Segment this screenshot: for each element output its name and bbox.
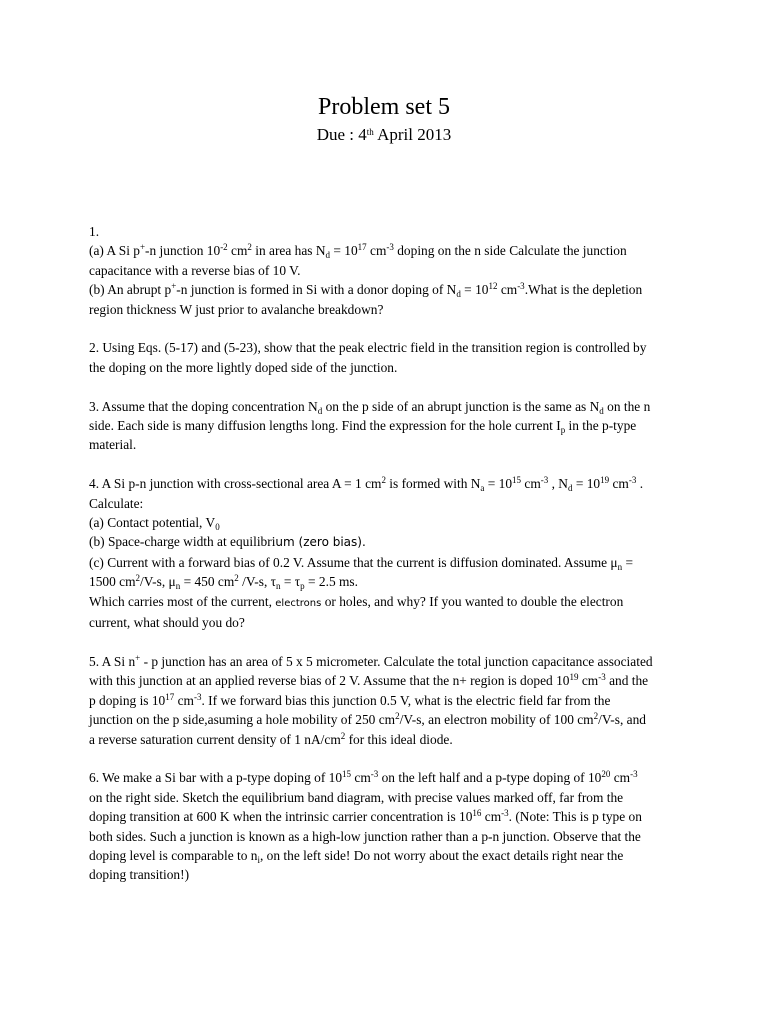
text-run: -n junction 10 [145, 243, 221, 259]
text-run: -3 [193, 691, 202, 702]
text-run: doping on the n side Calculate the junction [393, 243, 627, 259]
text-run: 2 [135, 573, 140, 584]
text-run: -3 [370, 769, 379, 780]
text-run: 17 [165, 691, 175, 702]
text-run: n [175, 581, 181, 592]
text-run: . [636, 476, 644, 492]
text-run: n [617, 561, 623, 572]
problem-6-line-1 [89, 768, 689, 787]
text-run: with this junction at an applied reverse bias of 2 V. Assume that the n+ region is doped 10 [89, 673, 570, 689]
text-run: cm [497, 282, 518, 298]
problem-2-line-1: 2. Using Eqs. (5-17) and (5-23), show that the peak electric field in the transition region is controlled by [89, 340, 647, 356]
text-run: for this ideal diode. [345, 731, 453, 747]
problem-6-line-2: on the right side. Sketch the equilibrium band diagram, with precise values marked off, far from the [89, 789, 624, 805]
page-title: Problem set 5 [318, 94, 450, 120]
problem-4-line-7 [89, 592, 689, 613]
text-run: on the left half and a p-type doping of 10 [378, 770, 602, 786]
text-run: 1500 cm [89, 574, 136, 590]
problem-6-line-3 [89, 807, 689, 826]
text-run: electrons [275, 597, 322, 609]
text-run: junction on the p side,asuming a hole mobility of 250 cm [89, 712, 396, 728]
text-run: + [139, 242, 146, 253]
text-run: , N [548, 476, 568, 492]
text-run: -3 [598, 672, 606, 683]
due-date [0, 124, 768, 146]
text-run: /V-s, τ [238, 574, 277, 590]
text-run: = τ [280, 574, 301, 590]
text-run: d [456, 289, 461, 300]
text-run: (a) Contact potential, V [89, 515, 216, 531]
text-run: in the p-type [565, 418, 637, 434]
text-run: 19 [600, 475, 610, 486]
text-run: cm [609, 476, 629, 492]
text-run: side. Each side is many diffusion lengths long. Find the expression for the hole current I [89, 418, 561, 434]
problem-2 [89, 338, 689, 377]
text-run: = [622, 554, 633, 570]
problem-3 [89, 397, 689, 455]
text-run: -n junction is formed in Si with a donor doping of N [176, 282, 457, 298]
text-run: + [135, 652, 141, 663]
text-run: cm [366, 243, 387, 259]
text-run: Which carries most of the current, [89, 593, 276, 609]
text-run: 2 [593, 711, 599, 722]
text-run: /V-s, μ [140, 574, 176, 590]
problem-6-line-5 [89, 846, 689, 865]
text-run: on the p side of an abrupt junction is the same as N [322, 398, 600, 414]
text-run: 12 [488, 281, 498, 292]
text-run: = 10 [484, 476, 513, 492]
problem-6 [89, 768, 689, 884]
problem-3-line-1 [89, 397, 689, 416]
text-run: in area has N [251, 243, 326, 259]
text-run: 0 [215, 522, 220, 533]
text-run: cm [578, 673, 599, 689]
text-run: April 2013 [373, 125, 452, 144]
problem-4-line-1 [89, 474, 689, 493]
text-run: 2 [395, 711, 400, 722]
text-run: and the [605, 673, 649, 689]
text-run: cm [521, 476, 541, 492]
problem-4-line-8: current, what should you do? [89, 615, 245, 631]
text-run: i [257, 854, 260, 865]
text-run: cm [227, 243, 248, 259]
problem-1a-line-1 [89, 241, 689, 260]
problem-1b-line-1 [89, 280, 689, 299]
problem-5-line-4 [89, 710, 689, 729]
text-run: d [325, 250, 331, 261]
text-run: 15 [512, 475, 522, 486]
text-run: 20 [601, 769, 611, 780]
text-run: 15 [342, 769, 352, 780]
text-run: th [366, 127, 374, 137]
text-run: cm [610, 770, 631, 786]
problem-4-line-2: Calculate: [89, 495, 144, 511]
text-run: 2 [381, 475, 386, 486]
text-run: p doping is 10 [89, 692, 166, 708]
text-run: = 2.5 ms. [304, 574, 358, 590]
text-run: -3 [628, 475, 637, 486]
text-run: -3 [386, 242, 394, 253]
text-run: a reverse saturation current density of 1 nA/cm [89, 731, 341, 747]
text-run: (a) A Si p [89, 243, 140, 259]
text-run: - p junction has an area of 5 x 5 micrometer. Calculate the total junction capacitance associated [140, 653, 653, 669]
text-run: on the n [603, 398, 651, 414]
text-run: p [560, 425, 566, 436]
problem-4-line-5 [89, 553, 689, 572]
problem-3-line-3: material. [89, 437, 137, 453]
text-run: cm [351, 770, 371, 786]
text-run: + [171, 281, 177, 292]
problem-1 [89, 222, 689, 319]
text-run: d [567, 483, 573, 494]
text-run: doping transition at 600 K when the intrinsic carrier concentration is 10 [89, 809, 473, 825]
text-run: /V-s, an electron mobility of 100 cm [399, 712, 594, 728]
text-run: . (Note: This is p type on [508, 809, 642, 825]
text-run: (b) An abrupt p [89, 282, 172, 298]
text-run: (b) Space-charge width at equilibri [89, 534, 276, 550]
text-run: n [276, 581, 281, 592]
text-run: 16 [472, 808, 482, 819]
problem-4 [89, 474, 689, 632]
text-run: or holes, and why? If you wanted to double the electron [321, 593, 624, 609]
text-run: , on the left side! Do not worry about the exact details right near the [259, 847, 624, 863]
text-run: -2 [220, 242, 228, 253]
text-run: 2 [340, 730, 346, 741]
text-run: 17 [357, 242, 367, 253]
problem-5-line-3 [89, 691, 689, 710]
text-run: .What is the depletion [524, 282, 643, 298]
text-run: = 450 cm [180, 574, 235, 590]
problem-5-line-5 [89, 730, 689, 749]
problem-5-line-1 [89, 652, 689, 671]
text-run: cm [481, 809, 502, 825]
text-run: -3 [501, 808, 509, 819]
text-run: a [480, 483, 485, 494]
problem-4-line-3 [89, 513, 689, 532]
text-run: 4. A Si p-n junction with cross-sectional area A = 1 cm [89, 476, 382, 492]
problem-1a-line-2: capacitance with a reverse bias of 10 V. [89, 262, 301, 278]
text-run: cm [174, 692, 194, 708]
text-run: 5. A Si n [89, 653, 136, 669]
text-run: d [599, 405, 604, 416]
problem-list [89, 222, 689, 904]
text-run: = 10 [330, 243, 358, 259]
text-run: . If we forward bias this junction 0.5 V, what is the electric field far from the [201, 692, 611, 708]
text-run: -3 [630, 769, 638, 780]
text-run: Due : 4 [316, 125, 367, 144]
text-run: doping level is comparable to n [89, 847, 258, 863]
text-run: 2 [247, 242, 252, 253]
text-run: (c) Current with a forward bias of 0.2 V. Assume that the current is diffusion dominated. Assume μ [89, 554, 618, 570]
problem-1b-line-2: region thickness W just prior to avalanche breakdown? [89, 301, 384, 317]
text-run: -3 [540, 475, 549, 486]
text-run: p [300, 581, 305, 592]
problem-1-number: 1. [89, 224, 100, 239]
problem-4-line-6 [89, 572, 689, 591]
text-run: = 10 [460, 282, 489, 298]
problem-4-line-4 [89, 532, 689, 552]
text-run: = 10 [572, 476, 601, 492]
text-run: 19 [569, 672, 579, 683]
text-run: -3 [517, 281, 525, 292]
text-run: is formed with N [385, 476, 481, 492]
problem-5 [89, 652, 689, 749]
text-run: 6. We make a Si bar with a p-type doping of 10 [89, 770, 343, 786]
text-run: d [317, 405, 323, 416]
text-run: /V-s, and [598, 712, 646, 728]
problem-5-line-2 [89, 671, 689, 690]
problem-6-line-6: doping transition!) [89, 867, 190, 883]
text-run: 3. Assume that the doping concentration N [89, 398, 318, 414]
problem-2-line-2: the doping on the more lightly doped side of the junction. [89, 359, 398, 375]
text-run: 2 [234, 573, 239, 584]
problem-6-line-4: both sides. Such a junction is known as a high-low junction rather than a p-n junction. Observe that the [89, 828, 641, 844]
text-run: um (zero bias). [275, 535, 366, 550]
problem-3-line-2 [89, 416, 689, 435]
